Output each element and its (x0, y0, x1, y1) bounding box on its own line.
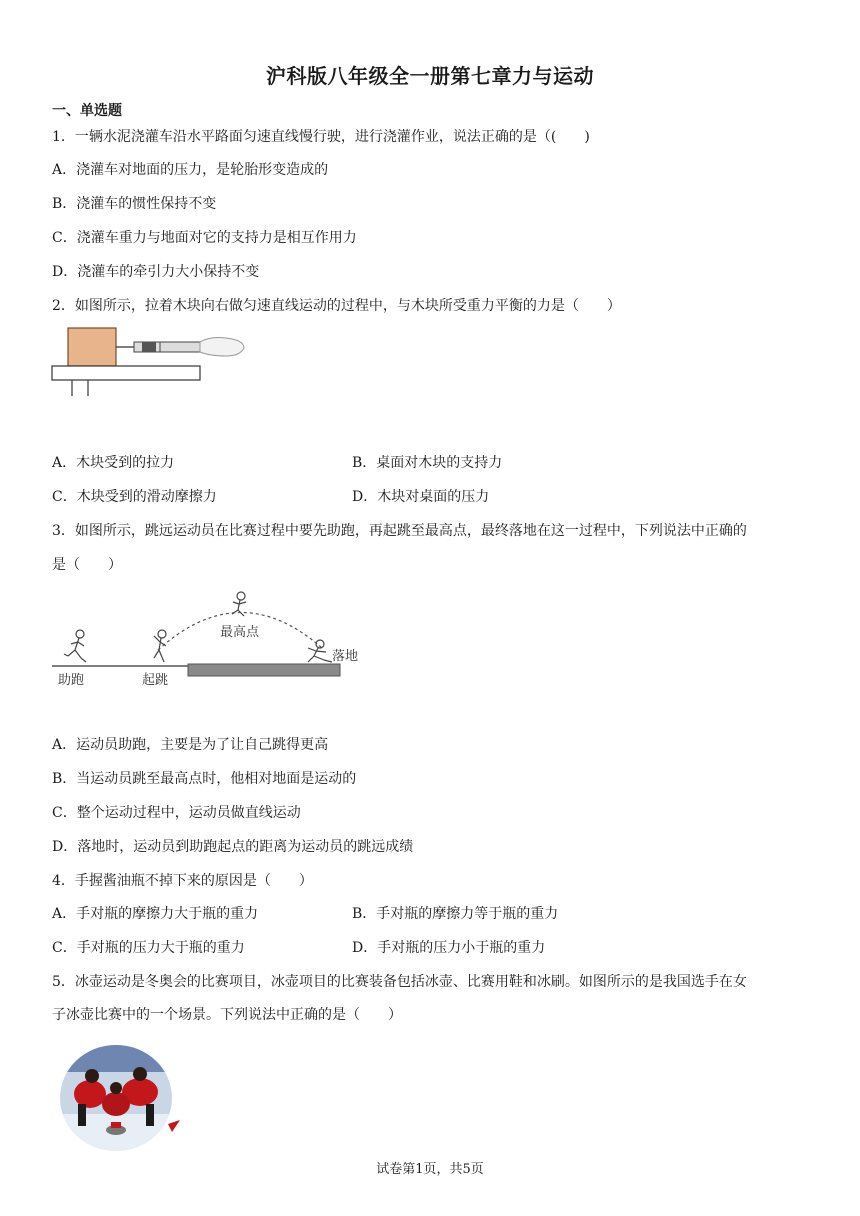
page-title: 沪科版八年级全一册第七章力与运动 (266, 64, 594, 88)
runner-figure (64, 630, 86, 662)
q5-figure-curling-photo (56, 1044, 182, 1154)
q4-stem: 4．手握酱油瓶不掉下来的原因是（ ） (52, 873, 313, 889)
q4-option-d: D．手对瓶的压力小于瓶的重力 (352, 940, 546, 956)
q3-stem-line1: 3．如图所示，跳远运动员在比赛过程中要先助跑，再起跳至最高点，最终落地在这一过程中，下列说法中正确的 (52, 523, 747, 539)
q2-option-c: C．木块受到的滑动摩擦力 (52, 489, 217, 505)
q5-stem-line1: 5．冰壶运动是冬奥会的比赛项目，冰壶项目的比赛装备包括冰壶、比赛用鞋和冰刷。如图所示的是我国选手在女 (52, 974, 747, 990)
q4-option-b: B．手对瓶的摩擦力等于瓶的重力 (352, 906, 559, 922)
q3-option-b: B．当运动员跳至最高点时，他相对地面是运动的 (52, 771, 357, 787)
q2-option-d: D．木块对桌面的压力 (352, 489, 490, 505)
q3-option-c: C．整个运动过程中，运动员做直线运动 (52, 805, 301, 821)
q3-stem-line2: 是（ ） (52, 557, 122, 573)
landing-figure (308, 640, 332, 662)
q4-option-c: C．手对瓶的压力大于瓶的重力 (52, 940, 245, 956)
q3-option-d: D．落地时，运动员到助跑起点的距离为运动员的跳远成绩 (52, 839, 414, 855)
takeoff-figure (154, 630, 166, 662)
q2-figure-block-on-table (50, 326, 250, 398)
q2-option-a: A．木块受到的拉力 (52, 455, 175, 471)
q1-option-d: D．浇灌车的牵引力大小保持不变 (52, 264, 260, 280)
label-top: 最高点 (220, 625, 260, 640)
label-jump: 起跳 (142, 673, 169, 688)
q1-option-c: C．浇灌车重力与地面对它的支持力是相互作用力 (52, 230, 357, 246)
q1-option-a: A．浇灌车对地面的压力，是轮胎形变造成的 (52, 162, 329, 178)
label-land: 落地 (332, 649, 359, 664)
label-run: 助跑 (58, 673, 85, 688)
q1-option-b: B．浇灌车的惯性保持不变 (52, 196, 217, 212)
page-footer: 试卷第1页，共5页 (376, 1162, 484, 1177)
q2-stem: 2．如图所示，拉着木块向右做匀速直线运动的过程中，与木块所受重力平衡的力是（ ） (52, 298, 621, 314)
q5-stem-line2: 子冰壶比赛中的一个场景。下列说法中正确的是（ ） (52, 1007, 402, 1023)
section-heading: 一、单选题 (52, 103, 122, 119)
q3-figure-long-jump (50, 586, 370, 690)
q2-option-b: B．桌面对木块的支持力 (352, 455, 503, 471)
q4-option-a: A．手对瓶的摩擦力大于瓶的重力 (52, 906, 259, 922)
q1-stem: 1．一辆水泥浇灌车沿水平路面匀速直线慢行驶，进行浇灌作业，说法正确的是（( ) (52, 129, 590, 145)
q3-option-a: A．运动员助跑，主要是为了让自己跳得更高 (52, 737, 329, 753)
